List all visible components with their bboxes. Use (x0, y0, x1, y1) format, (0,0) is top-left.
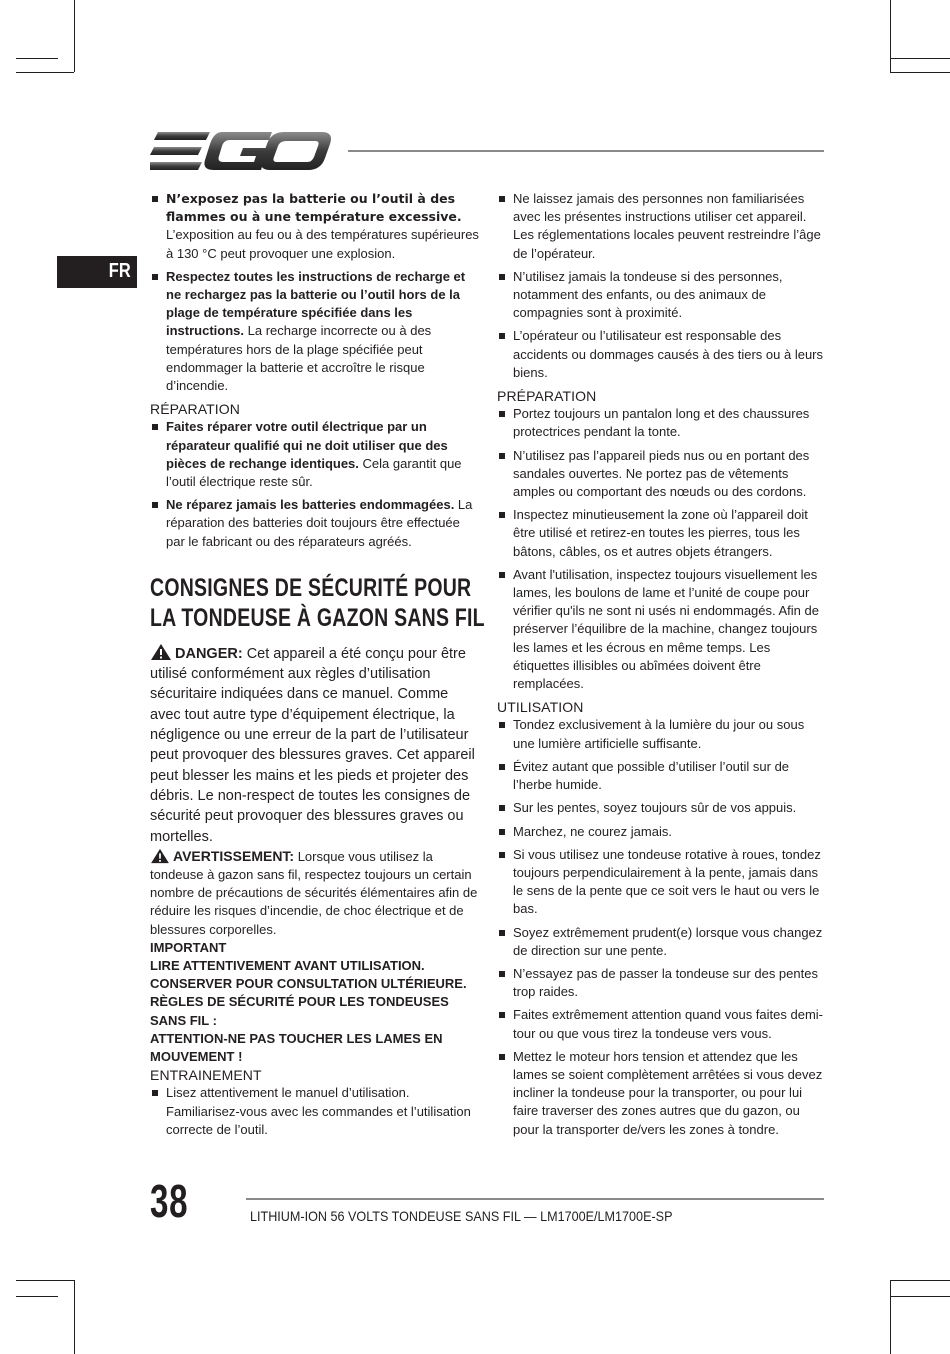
item-lead: Faites réparer votre outil électrique par un réparateur qualifié qui ne doit utiliser que des pièces de rechange identiques. (166, 419, 448, 471)
warning-label: AVERTISSEMENT: (173, 847, 295, 864)
crop-mark (890, 1280, 891, 1354)
list-item (150, 418, 480, 491)
page-number: 38 (150, 1175, 189, 1227)
list-item (150, 190, 480, 263)
crop-mark (16, 1296, 58, 1297)
crop-mark (890, 58, 950, 59)
language-tab (57, 256, 137, 288)
section-title-utilisation: UTILISATION (497, 699, 584, 716)
entrainement-list (150, 1084, 480, 1139)
crop-mark (16, 58, 58, 59)
utilisation-list (497, 716, 827, 1138)
section-title-preparation: PRÉPARATION (497, 388, 597, 405)
item-lead: Ne réparez jamais les batteries endommagées. (166, 497, 455, 513)
crop-mark (16, 72, 74, 73)
list-item: Si vous utilisez une tondeuse rotative à roues, tondez toujours perpendiculairement à la pente, jamais dans le sens de la pente que ce soit vers le haut ou vers le bas. (497, 846, 827, 919)
crop-mark (890, 72, 950, 73)
footer-text: LITHIUM-ION 56 VOLTS TONDEUSE SANS FIL — LM1700E/LM1700E-SP (250, 1208, 673, 1224)
important-notice: LIRE ATTENTIVEMENT AVANT UTILISATION. CONSERVER POUR CONSULTATION ULTÉRIEURE. (150, 958, 467, 992)
warning-text: Lorsque vous utilisez la tondeuse à gazon sans fil, respectez toujours un certain nombre de précautions de sécurités élémentaires afin de réduire les risques d’incendie, de choc électrique et de blessures corporelles. (150, 848, 478, 937)
language-tab-label: FR (109, 260, 131, 282)
crop-mark (890, 1280, 950, 1281)
list-item: N’utilisez jamais la tondeuse si des personnes, notamment des enfants, ou des animaux de compagnies sont à proximité. (497, 268, 827, 323)
crop-mark (890, 0, 891, 72)
important-attention: ATTENTION-NE PAS TOUCHER LES LAMES EN MOUVEMENT ! (150, 1030, 443, 1065)
danger-text: Cet appareil a été conçu pour être utilisé conformément aux règles d’utilisation sécuritaire indiquées dans ce manuel. Comme avec tout autre type d’équipement électrique, la négligence ou une erreur de la part de l’utilisateur peut provoquer des blessures graves. Cet appareil peut blesser les mains et les pieds et projeter des débris. Le non-respect de toutes les consignes de sécurité peut provoquer des blessures graves ou mortelles. (150, 645, 475, 845)
list-item: Mettez le moteur hors tension et attendez que les lames se soient complètement arrêtées si vous devez incliner la tondeuse pour la transporter, ou pour lui faire traverser des zones autres que du gazon, ou pour la transporter de/vers les zones à tondre. (497, 1048, 827, 1139)
preparation-list (497, 405, 827, 693)
list-item: Inspectez minutieusement la zone où l’appareil doit être utilisé et retirez-en toutes les pierres, tous les bâtons, câbles, os et autres objets étrangers. (497, 506, 827, 561)
right-column (497, 190, 827, 1144)
list-item: Marchez, ne courez jamais. (497, 823, 827, 841)
left-column (150, 190, 485, 1144)
list-item: Évitez autant que possible d’utiliser l’outil sur de l’herbe humide. (497, 758, 827, 794)
list-item: N’utilisez pas l’appareil pieds nus ou en portant des sandales ouvertes. Ne portez pas de vêtements amples ou comportant des nœuds ou des cordons. (497, 447, 827, 502)
crop-mark (74, 0, 75, 72)
danger-paragraph (150, 643, 480, 847)
item-text: La réparation des batteries doit toujours être effectuée par le fabricant ou des réparateurs agréés. (166, 497, 473, 549)
warning-triangle-icon (150, 643, 172, 661)
list-item: Avant l'utilisation, inspectez toujours visuellement les lames, les boulons de lame et l’unité de coupe pour vérifier qu'ils ne sont ni usés ni endommagés. Afin de préserver l’équilibre de la machine, changez toujours les lames et les écrous en même temps. Les étiquettes illisibles ou abîmées doivent être remplacées. (497, 566, 827, 693)
warning-paragraph (150, 847, 480, 939)
list-item: Tondez exclusivement à la lumière du jour ou sous une lumière artificielle suffisante. (497, 716, 827, 752)
crop-mark (16, 1280, 74, 1281)
warning-triangle-icon (150, 848, 170, 864)
intro-list (497, 190, 827, 382)
item-lead: Respectez toutes les instructions de recharge et ne rechargez pas la batterie ou l’outil hors de la plage de température spécifiée dans les instructions. (166, 268, 466, 339)
list-item: N’essayez pas de passer la tondeuse sur des pentes trop raides. (497, 965, 827, 1001)
intro-list (150, 190, 480, 395)
list-item (150, 268, 480, 395)
section-title-entrainement: ENTRAINEMENT (150, 1067, 262, 1084)
crop-mark (74, 1280, 75, 1354)
list-item: Lisez attentivement le manuel d’utilisation. Familiarisez-vous avec les commandes et l’utilisation correcte de l’outil. (150, 1084, 480, 1139)
ego-logo (150, 130, 332, 172)
section-title-reparation: RÉPARATION (150, 401, 240, 418)
item-lead: N’exposez pas la batterie ou l’outil à des flammes ou à une température excessive. (166, 191, 462, 225)
list-item: Ne laissez jamais des personnes non familiarisées avec les présentes instructions utiliser cet appareil. Les réglementations locales peuvent restreindre l’âge de l’opérateur. (497, 190, 827, 263)
item-text: La recharge incorrecte ou à des températures hors de la plage spécifiée peut endommager la batterie et accroître le risque d’incendie. (166, 323, 432, 394)
header-rule (348, 150, 824, 152)
main-heading: CONSIGNES DE SÉCURITÉ POUR LA TONDEUSE À GAZON SANS FIL (150, 573, 485, 632)
important-heading: IMPORTANT (150, 939, 227, 955)
list-item (150, 496, 480, 551)
list-item: L’opérateur ou l’utilisateur est responsable des accidents ou dommages causés à des tiers ou à leurs biens. (497, 327, 827, 382)
footer-rule (246, 1198, 824, 1200)
important-rules: RÈGLES DE SÉCURITÉ POUR LES TONDEUSES SANS FIL : (150, 994, 449, 1028)
crop-mark (890, 1296, 950, 1297)
list-item: Portez toujours un pantalon long et des chaussures protectrices pendant la tonte. (497, 405, 827, 441)
danger-label: DANGER: (175, 645, 243, 662)
item-text: L’exposition au feu ou à des températures supérieures à 130 °C peut provoquer une explosion. (166, 227, 479, 261)
item-text: Cela garantit que l’outil électrique reste sûr. (166, 455, 462, 490)
list-item: Soyez extrêmement prudent(e) lorsque vous changez de direction sur une pente. (497, 924, 827, 960)
reparation-list (150, 418, 480, 550)
list-item: Sur les pentes, soyez toujours sûr de vos appuis. (497, 799, 827, 817)
list-item: Faites extrêmement attention quand vous faites demi-tour ou que vous tirez la tondeuse vers vous. (497, 1006, 827, 1042)
